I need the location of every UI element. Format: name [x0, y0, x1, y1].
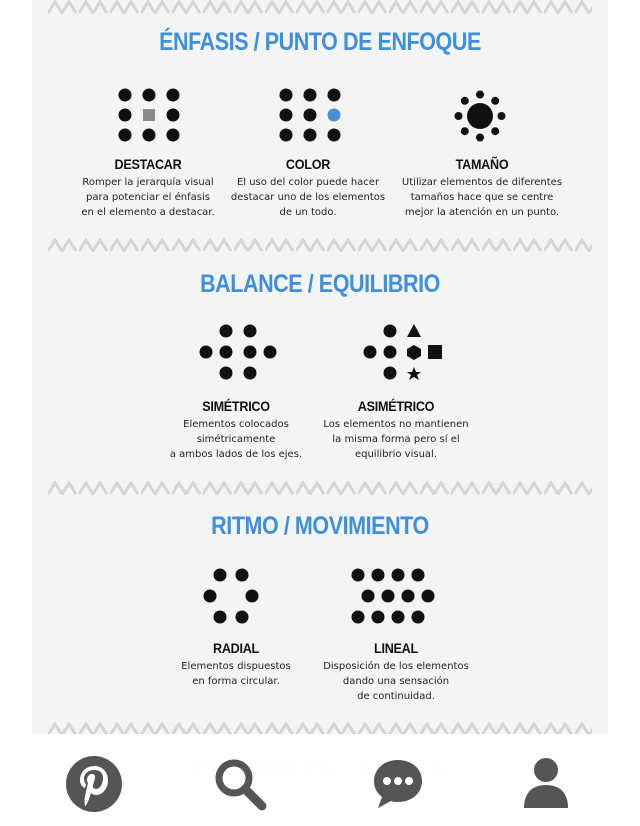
item-tamano [392, 156, 572, 220]
section-title-ritmo: RITMO / MOVIMIENTO [211, 512, 429, 540]
item-label: SIMÉTRICO [202, 398, 270, 414]
color-grid-icon [278, 88, 342, 144]
item-radial [146, 640, 326, 689]
item-label: DESTACAR [114, 156, 182, 172]
item-label: RADIAL [213, 640, 259, 656]
item-lineal [306, 640, 486, 704]
section-title-balance: BALANCE / EQUILIBRIO [200, 270, 440, 298]
profile-icon[interactable] [516, 754, 576, 814]
section-title-enfasis: ÉNFASIS / PUNTO DE ENFOQUE [159, 28, 481, 56]
item-desc: Elementos colocados simétricamente a ambos lados de los ejes. [169, 419, 303, 460]
item-desc: El uso del color puede hacer destacar uno de los elementos de un todo. [230, 177, 386, 218]
destacar-grid-icon [117, 88, 181, 144]
chat-bubble-icon[interactable] [368, 754, 428, 814]
radial-dots-icon [202, 568, 262, 624]
simetrico-dots-icon [198, 324, 278, 380]
item-desc: Disposición de los elementos dando una sensación de continuidad. [323, 661, 469, 702]
item-label: ASIMÉTRICO [357, 398, 435, 414]
item-desc: Utilizar elementos de diferentes tamaños hace que se centre mejor la atención en un punto. [401, 177, 563, 218]
item-destacar [58, 156, 238, 220]
pinterest-logo-icon[interactable] [64, 754, 124, 814]
tamano-sun-icon [454, 90, 506, 142]
item-desc: Los elementos no mantienen la misma forma pero sí el equilibrio visual. [323, 419, 469, 460]
item-desc: Romper la jerarquía visual para potenciar el énfasis en el elemento a destacar. [81, 177, 215, 218]
item-simetrico [146, 398, 326, 462]
item-asimetrico [306, 398, 486, 462]
pattern-divider [48, 481, 592, 495]
item-label: LINEAL [374, 640, 418, 656]
lineal-dots-icon [350, 568, 444, 624]
item-label: COLOR [285, 156, 331, 172]
item-label: TAMAÑO [455, 156, 509, 172]
asimetrico-shapes-icon [362, 324, 446, 380]
pattern-divider [48, 0, 592, 14]
pattern-divider [48, 238, 592, 252]
item-color [218, 156, 398, 220]
item-desc: Elementos dispuestos en forma circular. [181, 661, 291, 687]
search-icon[interactable] [210, 754, 270, 814]
